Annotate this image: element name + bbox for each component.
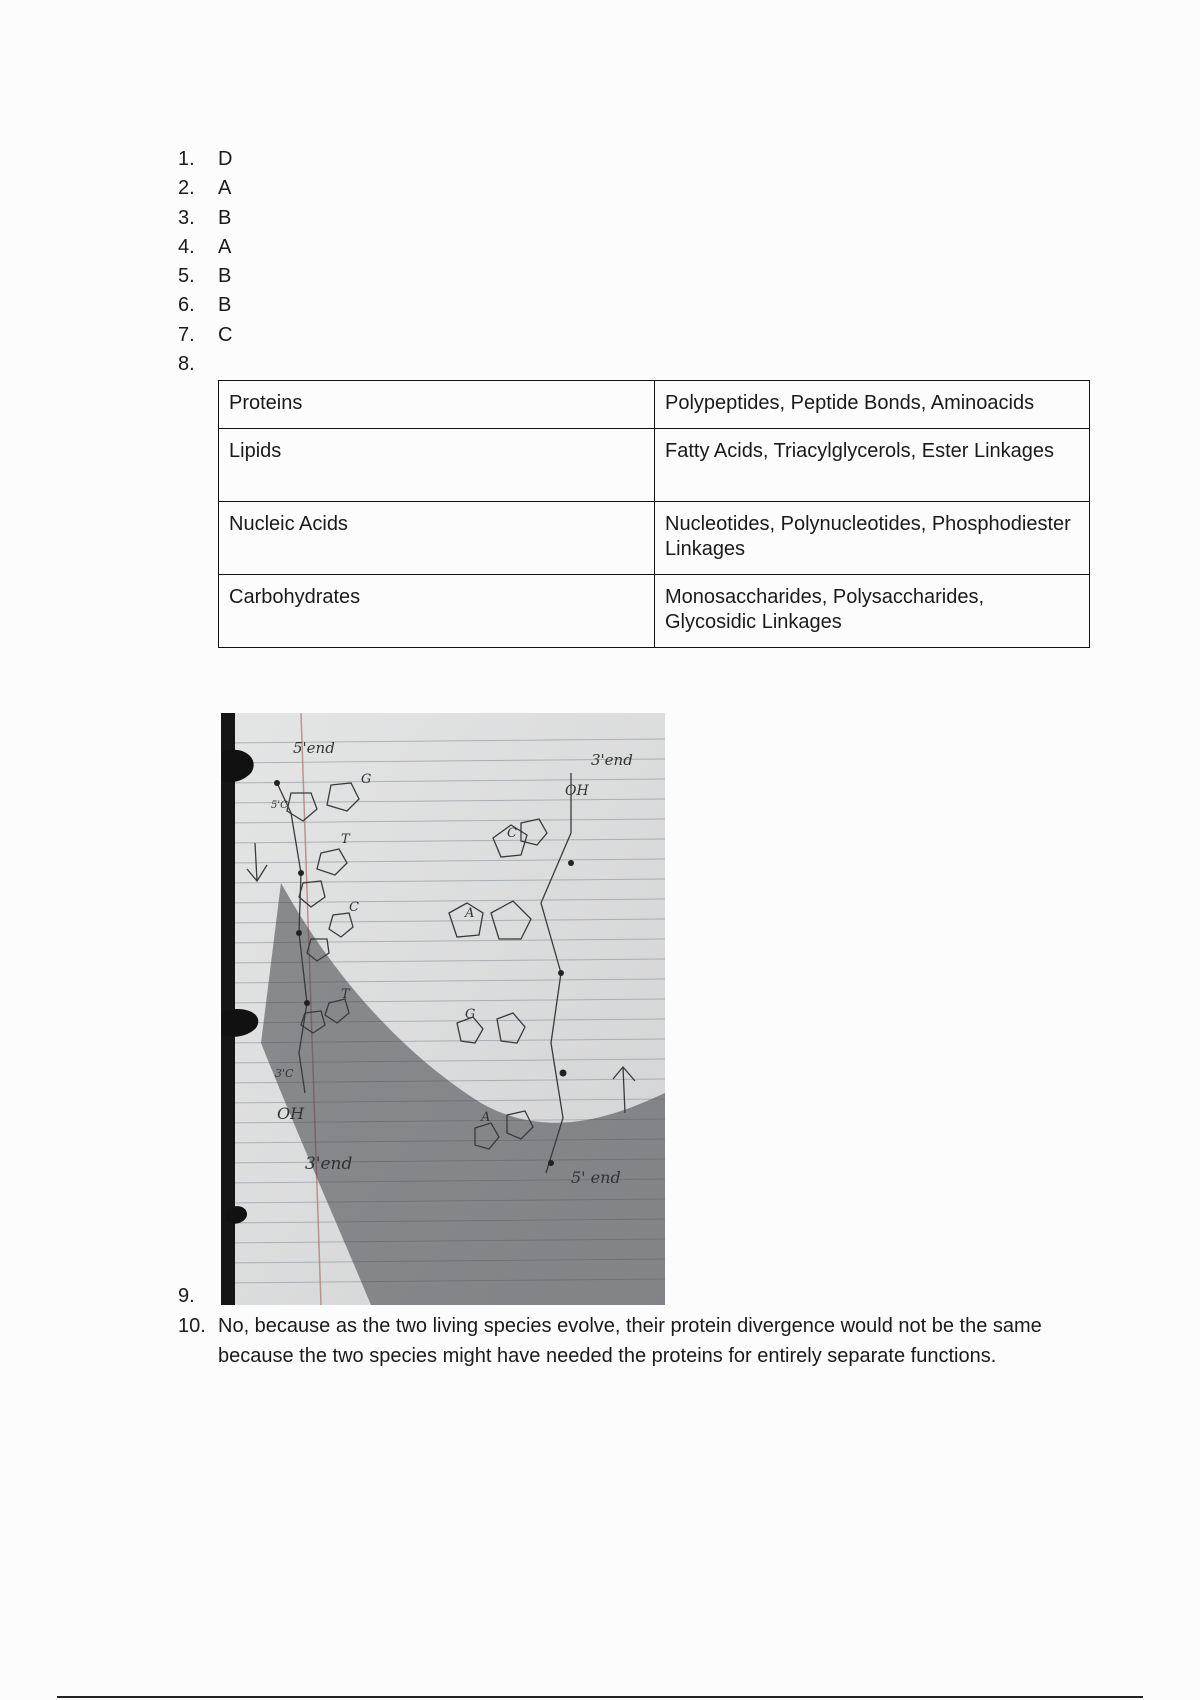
table-row bbox=[219, 381, 1090, 429]
answer-value: B bbox=[218, 294, 232, 317]
macromolecule-table bbox=[218, 380, 1090, 648]
label-oh-top: OH bbox=[565, 783, 589, 799]
table-cell-details: Monosaccharides, Polysaccharides, Glycosidic Linkages bbox=[655, 575, 1090, 648]
base-label: A bbox=[481, 1110, 491, 1125]
label-oh-bottom: OH bbox=[277, 1104, 305, 1123]
answer-number: 4. bbox=[178, 235, 195, 258]
base-label: G bbox=[465, 1007, 476, 1022]
footer-divider bbox=[57, 1696, 1143, 1698]
answer-value: C bbox=[218, 323, 233, 346]
label-right-bottom: 5' end bbox=[571, 1168, 621, 1187]
base-label: T bbox=[341, 832, 350, 847]
table-cell-details: Polypeptides, Peptide Bonds, Aminoacids bbox=[655, 381, 1090, 429]
question-9-number: 9. bbox=[178, 1285, 195, 1307]
label-right-top: 3'end bbox=[591, 751, 633, 769]
table-row bbox=[219, 575, 1090, 648]
sketch-mark: 5'C bbox=[271, 800, 288, 811]
table-cell-term: Lipids bbox=[219, 429, 655, 502]
answer-number: 3. bbox=[178, 206, 195, 229]
table-row bbox=[219, 502, 1090, 575]
answer-value: B bbox=[218, 206, 232, 229]
answer-number: 5. bbox=[178, 265, 195, 288]
table-cell-details: Fatty Acids, Triacylglycerols, Ester Linkages bbox=[655, 429, 1090, 502]
base-label: C bbox=[507, 826, 517, 841]
table-row bbox=[219, 429, 1090, 502]
dna-sketch-photo bbox=[221, 713, 665, 1305]
answer-number: 7. bbox=[178, 323, 195, 346]
sketch-mark: 3'C bbox=[275, 1067, 294, 1080]
answer-value: D bbox=[218, 148, 233, 170]
answer-number: 2. bbox=[178, 177, 195, 200]
label-left-bottom: 3'end bbox=[305, 1154, 353, 1174]
table-cell-term: Nucleic Acids bbox=[219, 502, 655, 575]
question-10-answer: No, because as the two living species evolve, their protein divergence would not be the same because the two species might have needed the proteins for entirely separate functions. bbox=[218, 1315, 1042, 1367]
answer-number: 8. bbox=[178, 353, 195, 376]
question-10-number: 10. bbox=[178, 1315, 206, 1337]
base-label: C bbox=[349, 900, 359, 915]
base-label: T bbox=[341, 987, 350, 1002]
answer-value: A bbox=[218, 235, 232, 258]
table-cell-term: Carbohydrates bbox=[219, 575, 655, 648]
base-label: A bbox=[465, 906, 475, 921]
answer-value: A bbox=[218, 177, 232, 200]
table-cell-term: Proteins bbox=[219, 381, 655, 429]
answer-value: B bbox=[218, 265, 232, 288]
answer-number: 1. bbox=[178, 148, 195, 170]
answer-number: 6. bbox=[178, 294, 195, 317]
base-label: G bbox=[361, 772, 372, 787]
table-cell-details: Nucleotides, Polynucleotides, Phosphodiester Linkages bbox=[655, 502, 1090, 575]
label-left-top: 5'end bbox=[293, 739, 335, 757]
